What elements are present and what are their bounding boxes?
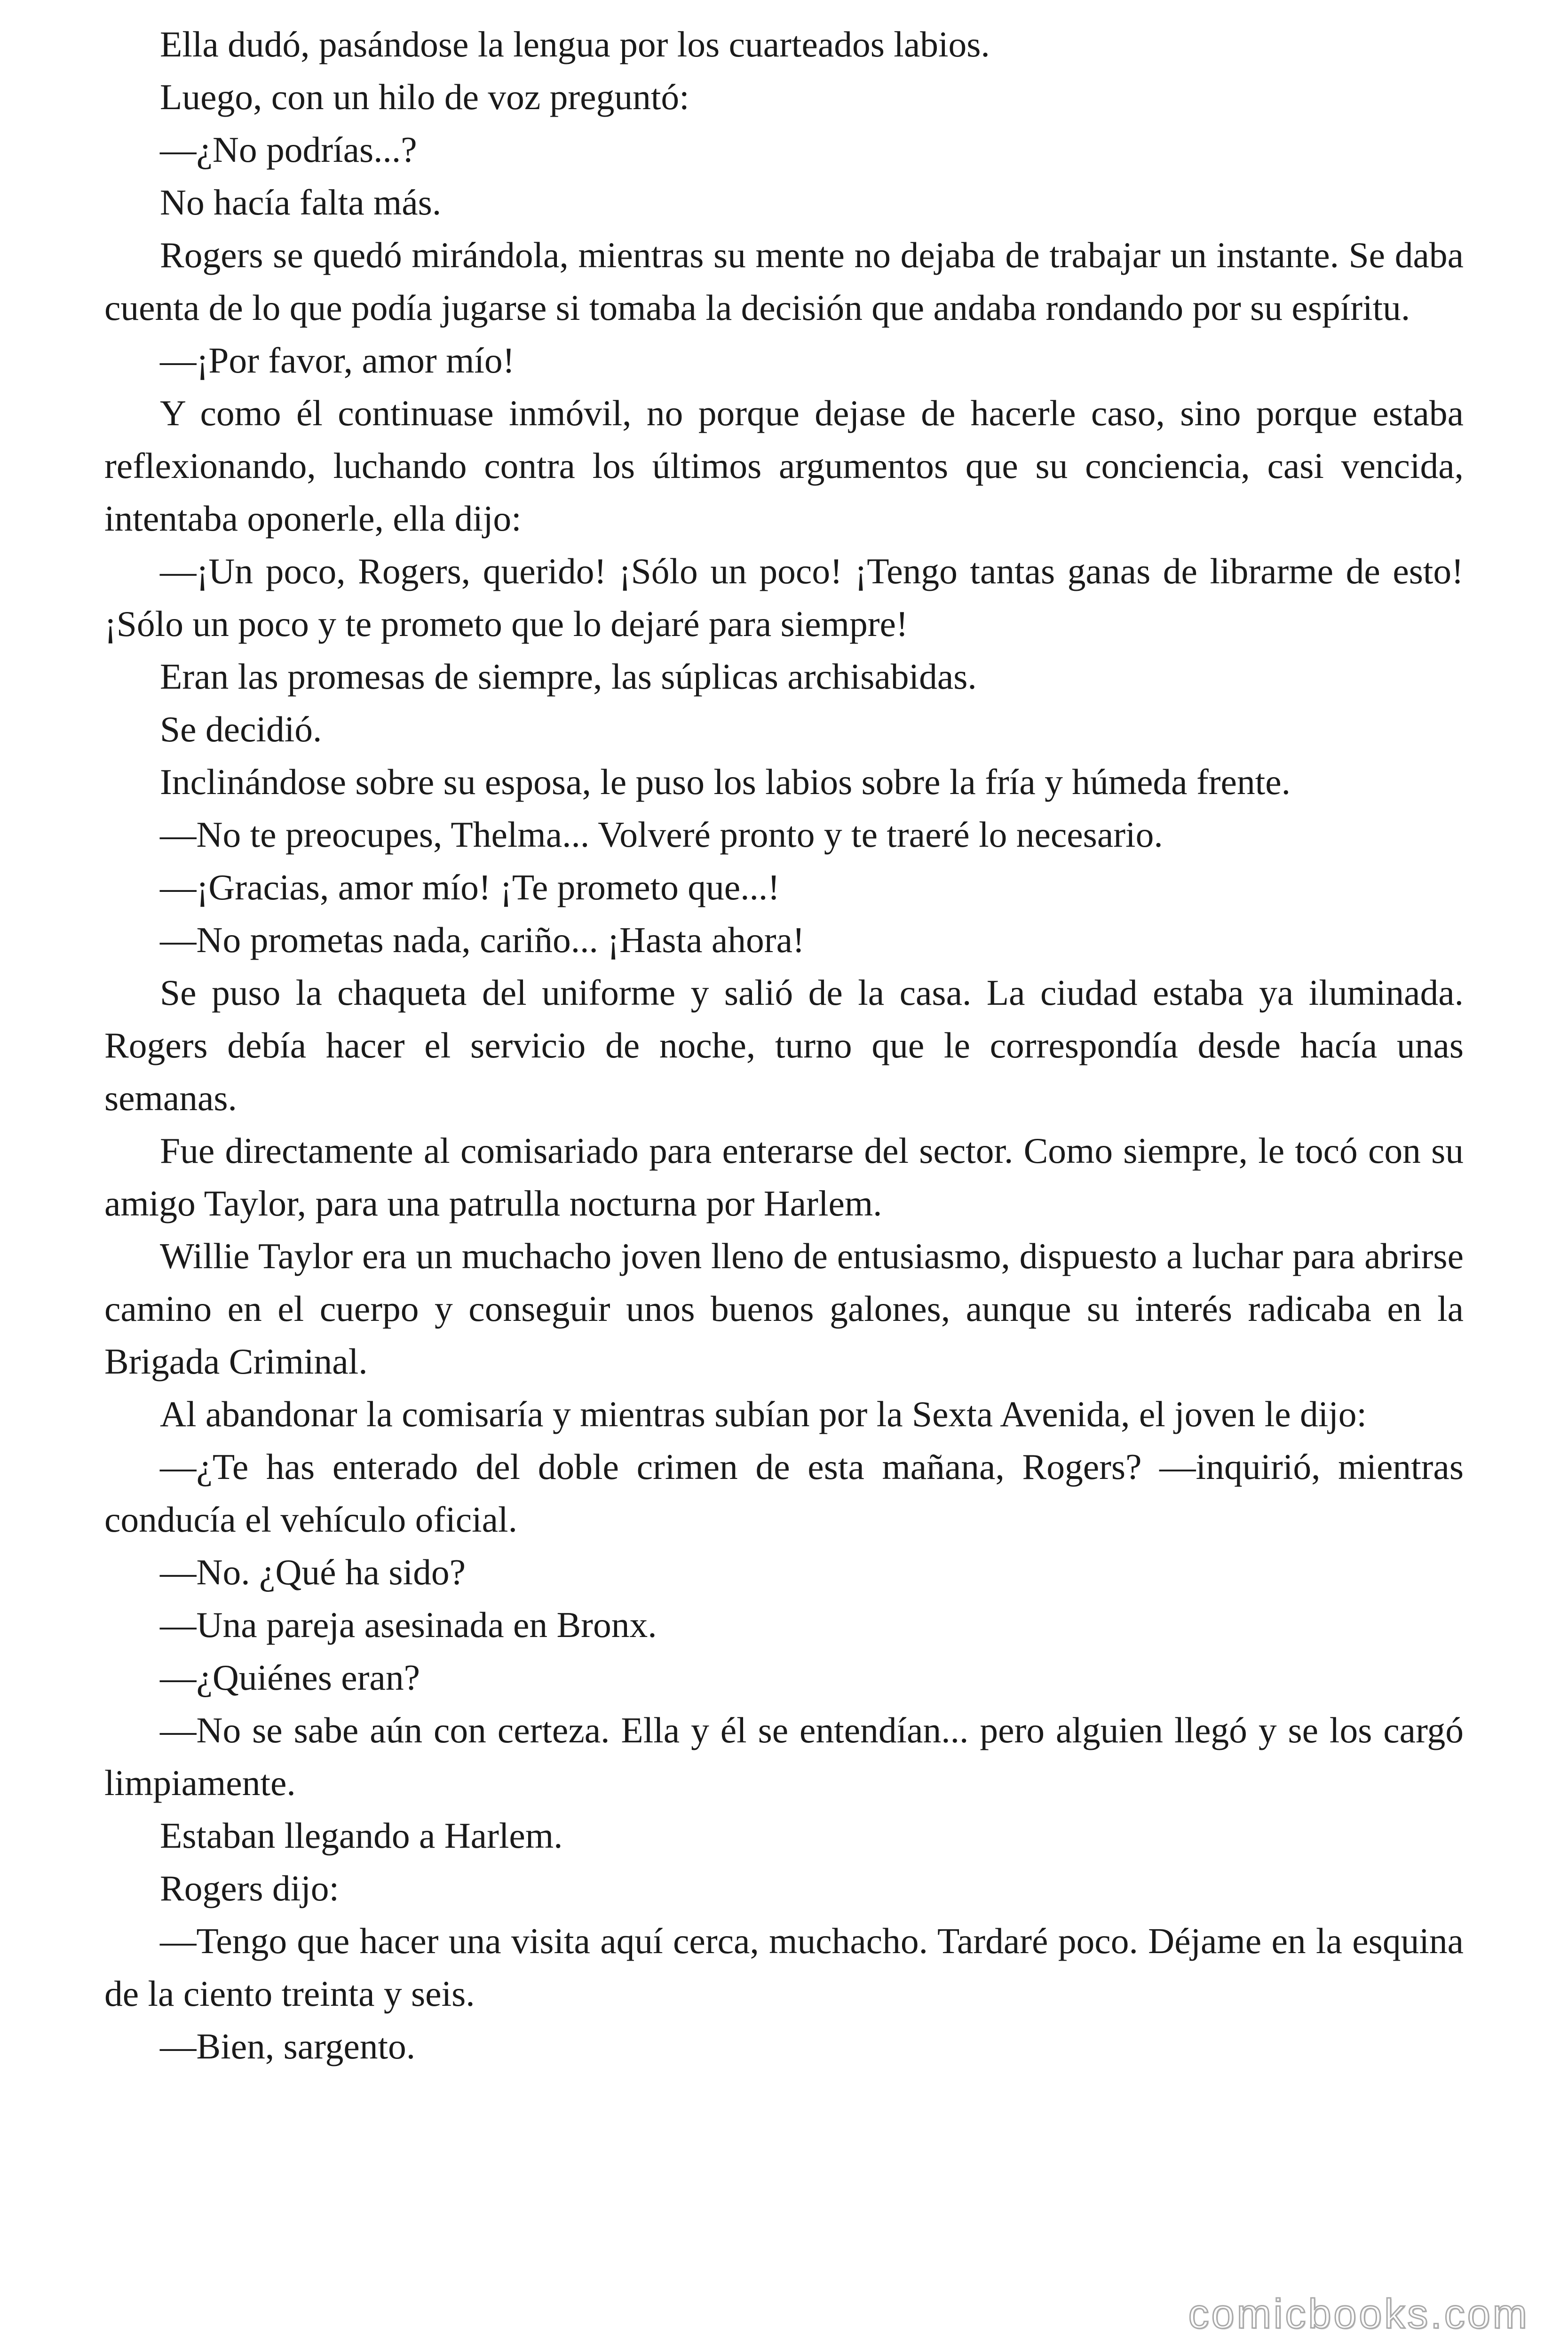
paragraph: —No prometas nada, cariño... ¡Hasta ahora! (160, 920, 805, 960)
paragraph: Se decidió. (160, 709, 322, 749)
paragraph: —Bien, sargento. (160, 2026, 416, 2066)
paragraph: —¿No podrías...? (160, 129, 417, 170)
paragraph: Ella dudó, pasándose la lengua por los cuarteados labios. (160, 24, 990, 64)
paragraph: No hacía falta más. (160, 182, 442, 222)
paragraph: Willie Taylor era un muchacho joven lleno de entusiasmo, dispuesto a luchar para abrirse camino en el cuerpo y conseguir unos buenos galones, aunque su interés radicaba en la Brigada Criminal. (104, 1236, 1464, 1382)
paragraph: —¡Gracias, amor mío! ¡Te prometo que...! (160, 867, 780, 907)
paragraph: —¡Un poco, Rogers, querido! ¡Sólo un poco! ¡Tengo tantas ganas de librarme de esto! ¡Sólo un poco y te prometo que lo dejaré para siempre! (104, 551, 1464, 644)
paragraph: —¡Por favor, amor mío! (160, 340, 515, 381)
paragraph: Al abandonar la comisaría y mientras subían por la Sexta Avenida, el joven le dijo: (160, 1394, 1367, 1434)
watermark: comicbooks.com (1188, 2290, 1529, 2337)
paragraph: Rogers dijo: (160, 1868, 340, 1908)
paragraph: Y como él continuase inmóvil, no porque dejase de hacerle caso, sino porque estaba reflexionando, luchando contra los últimos argumentos que su conciencia, casi vencida, intentaba oponerle, ella dijo: (104, 393, 1464, 539)
paragraph: Se puso la chaqueta del uniforme y salió de la casa. La ciudad estaba ya iluminada. Rogers debía hacer el servicio de noche, turno que le correspondía desde hacía unas semanas. (104, 972, 1464, 1118)
paragraph: Luego, con un hilo de voz preguntó: (160, 77, 689, 117)
paragraph: —No. ¿Qué ha sido? (160, 1552, 466, 1592)
paragraph: —Tengo que hacer una visita aquí cerca, muchacho. Tardaré poco. Déjame en la esquina de la ciento treinta y seis. (104, 1921, 1464, 2014)
paragraph: —¿Quiénes eran? (160, 1657, 420, 1698)
page-body (104, 18, 1464, 2073)
paragraph: Eran las promesas de siempre, las súplicas archisabidas. (160, 656, 977, 697)
paragraph: Estaban llegando a Harlem. (160, 1815, 563, 1856)
paragraph: —No te preocupes, Thelma... Volveré pronto y te traeré lo necesario. (160, 814, 1163, 855)
paragraph: Fue directamente al comisariado para enterarse del sector. Como siempre, le tocó con su amigo Taylor, para una patrulla nocturna por Harlem. (104, 1130, 1464, 1224)
paragraph: Rogers se quedó mirándola, mientras su mente no dejaba de trabajar un instante. Se daba cuenta de lo que podía jugarse si tomaba la decisión que andaba rondando por su espíritu. (104, 235, 1464, 328)
paragraph: Inclinándose sobre su esposa, le puso los labios sobre la fría y húmeda frente. (160, 762, 1291, 802)
paragraph: —No se sabe aún con certeza. Ella y él se entendían... pero alguien llegó y se los cargó limpiamente. (104, 1710, 1464, 1803)
paragraph: —¿Te has enterado del doble crimen de esta mañana, Rogers? —inquirió, mientras conducía el vehículo oficial. (104, 1446, 1464, 1540)
paragraph: —Una pareja asesinada en Bronx. (160, 1605, 657, 1645)
